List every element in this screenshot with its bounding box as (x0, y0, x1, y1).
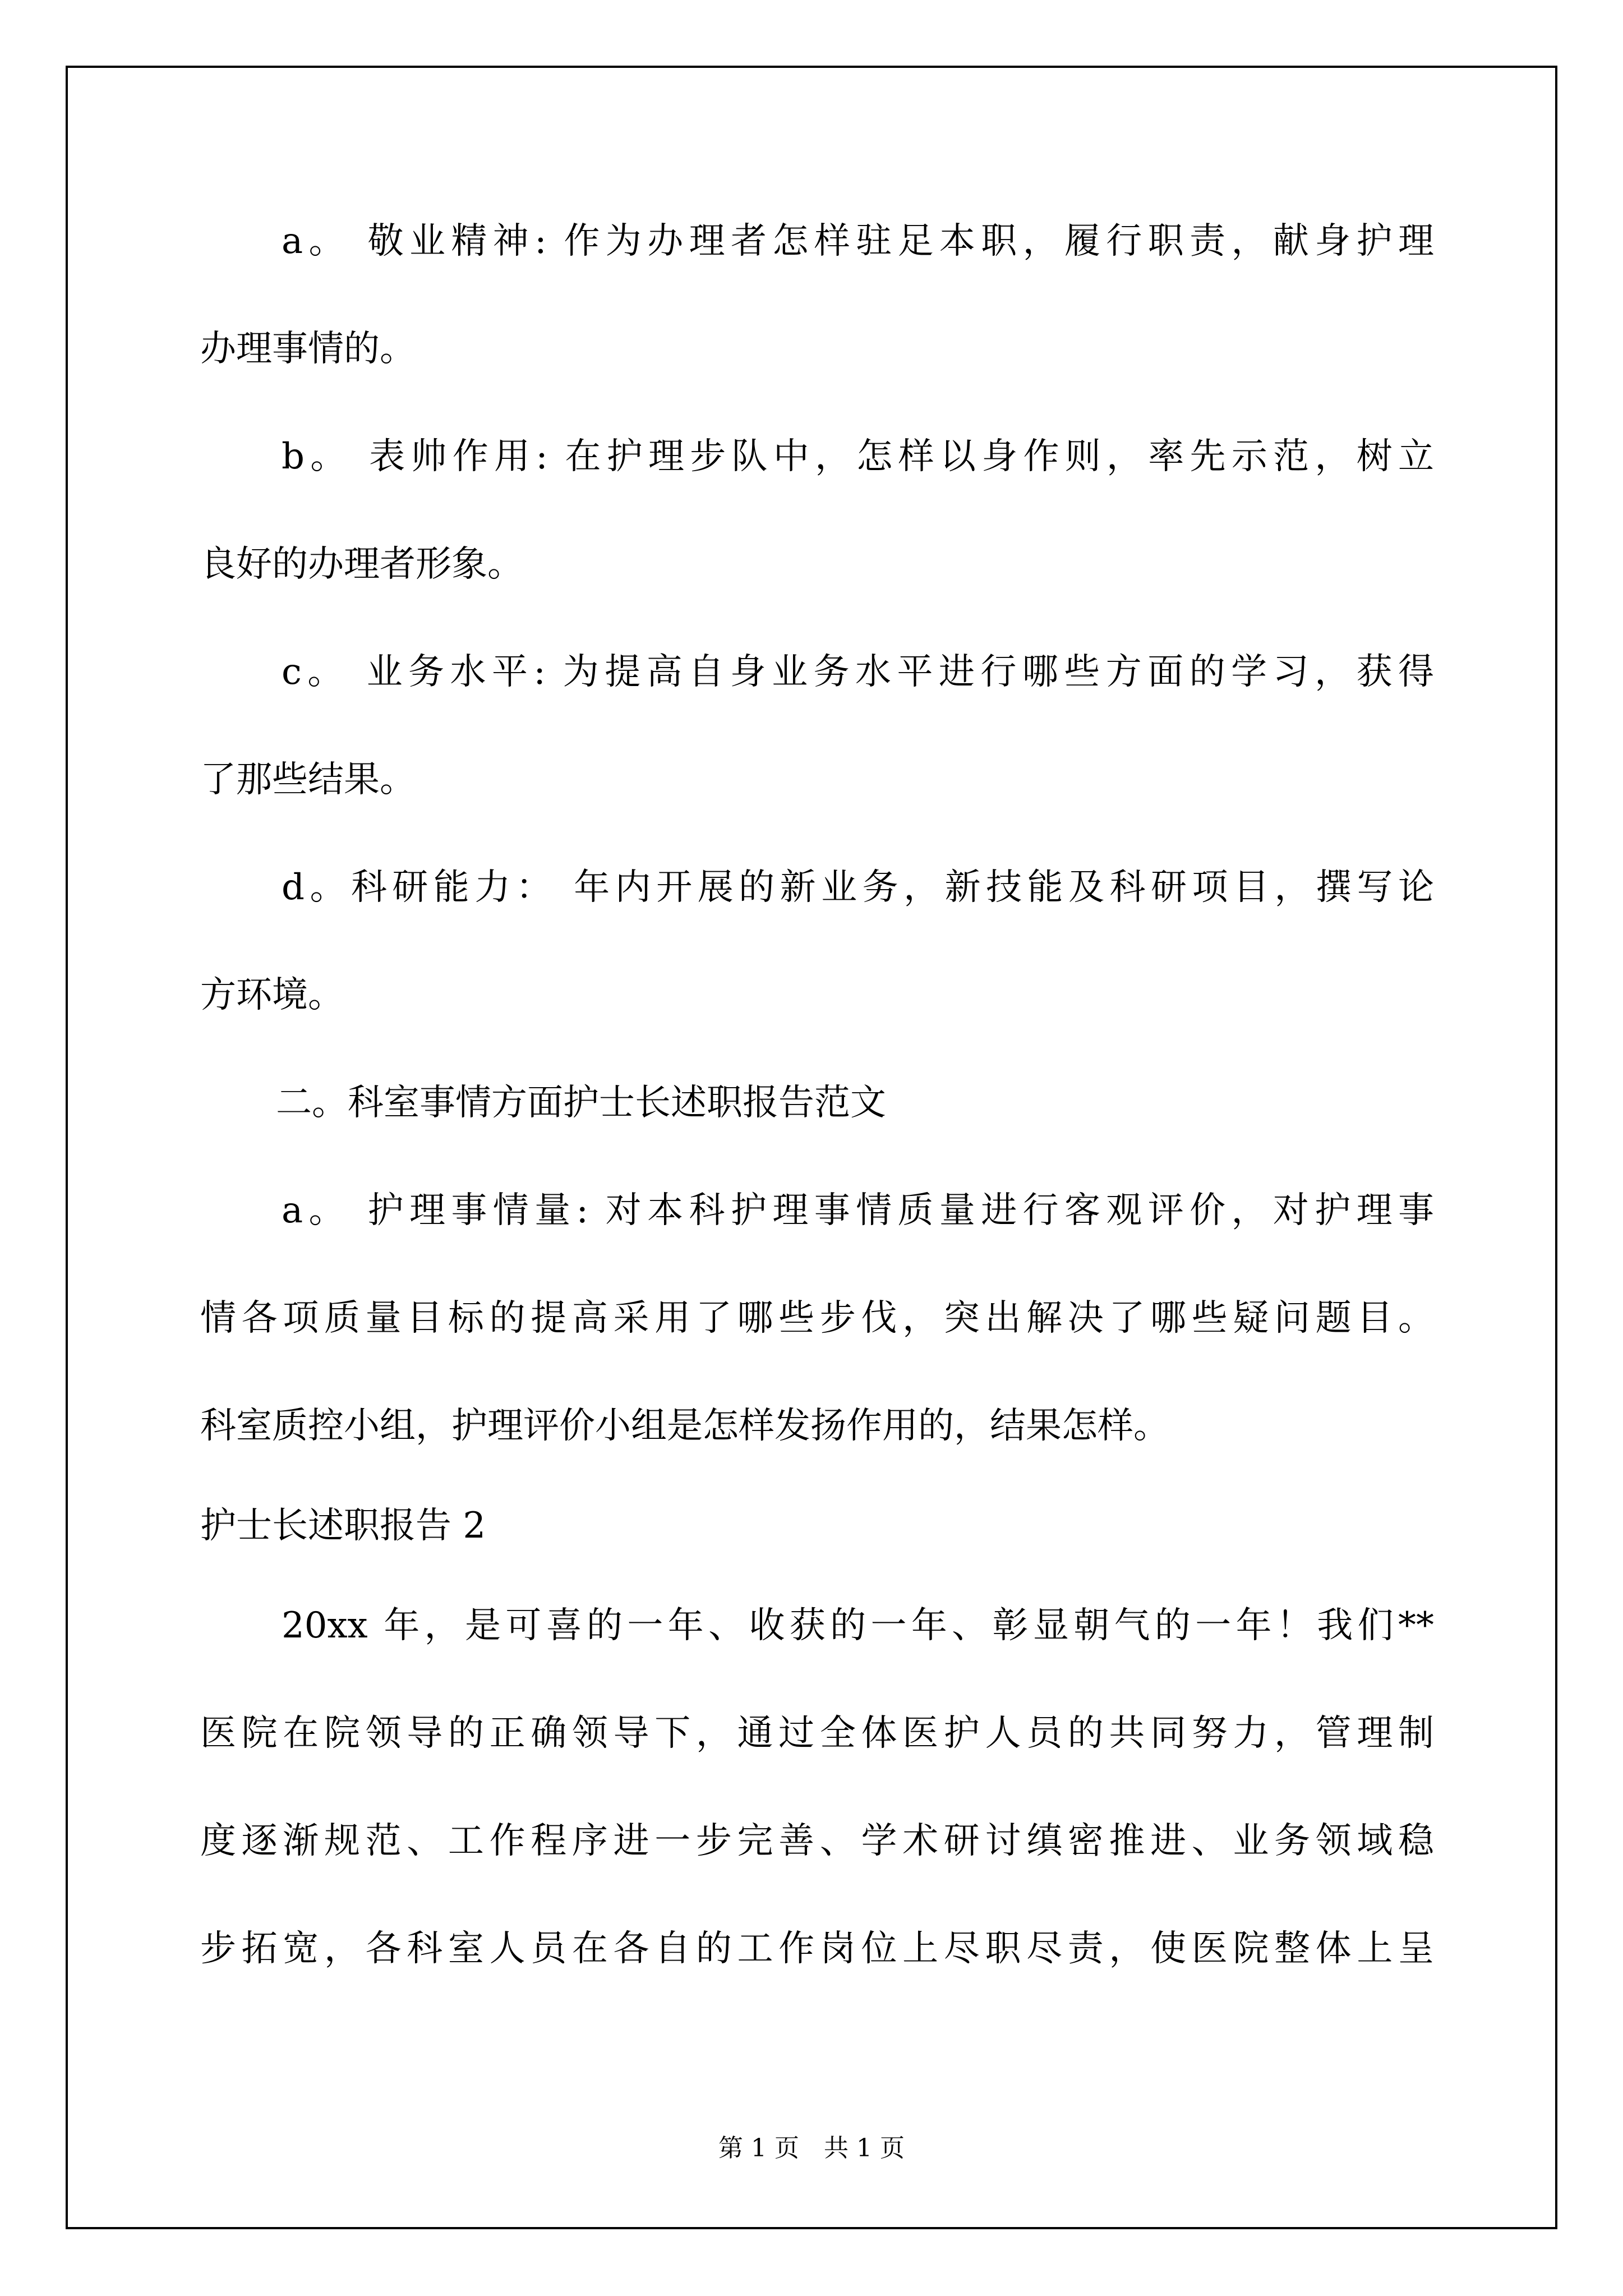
text-line: 了那些结果。 (200, 759, 416, 800)
text-line: c。 业务水平: 为提高自身业务水平进行哪些方面的学习，获得 (282, 651, 1434, 693)
paragraph-role-model (200, 431, 1434, 590)
text-line: 方环境。 (200, 974, 344, 1016)
text-line: 医院在院领导的正确领导下，通过全体医护人员的共同努力，管理制 (200, 1713, 1434, 1754)
report-title-2 (200, 1500, 1434, 1552)
paragraph-research (200, 862, 1434, 1021)
section-two-heading: 二。科室事情方面护士长述职报告范文 (276, 1082, 886, 1124)
section-heading (200, 1077, 1434, 1129)
text-line: 科室质控小组，护理评价小组是怎样发扬作用的，结果怎样。 (200, 1405, 1169, 1447)
text-line: 办理事情的。 (200, 328, 416, 370)
report-title: 护士长述职报告 2 (200, 1505, 486, 1547)
text-line: 20xx 年，是可喜的一年、收获的一年、彰显朝气的一年！我们** (282, 1605, 1434, 1646)
paragraph-business-level (200, 646, 1434, 806)
page-footer: 第 1 页 共 1 页 (718, 2134, 905, 2162)
text-line: d。科研能力： 年内开展的新业务，新技能及科研项目，撰写论 (282, 867, 1434, 908)
paragraph-dedication (200, 215, 1434, 375)
document-body (200, 215, 1434, 1975)
paragraph-year-summary (200, 1600, 1434, 1975)
text-line: a。 敬业精神: 作为办理者怎样驻足本职，履行职责，献身护理 (282, 220, 1434, 262)
paragraph-workload (200, 1185, 1434, 1452)
text-line: a。 护理事情量: 对本科护理事情质量进行客观评价，对护理事 (282, 1190, 1434, 1231)
text-line: 度逐渐规范、工作程序进一步完善、学术研讨缜密推进、业务领域稳 (200, 1820, 1434, 1862)
text-line: 良好的办理者形象。 (200, 544, 523, 585)
text-line: b。 表帅作用: 在护理步队中，怎样以身作则，率先示范，树立 (282, 436, 1434, 477)
text-line: 情各项质量目标的提高采用了哪些步伐，突出解决了哪些疑问题目。 (200, 1297, 1434, 1339)
text-line: 步拓宽，各科室人员在各自的工作岗位上尽职尽责，使医院整体上呈 (200, 1928, 1434, 1970)
